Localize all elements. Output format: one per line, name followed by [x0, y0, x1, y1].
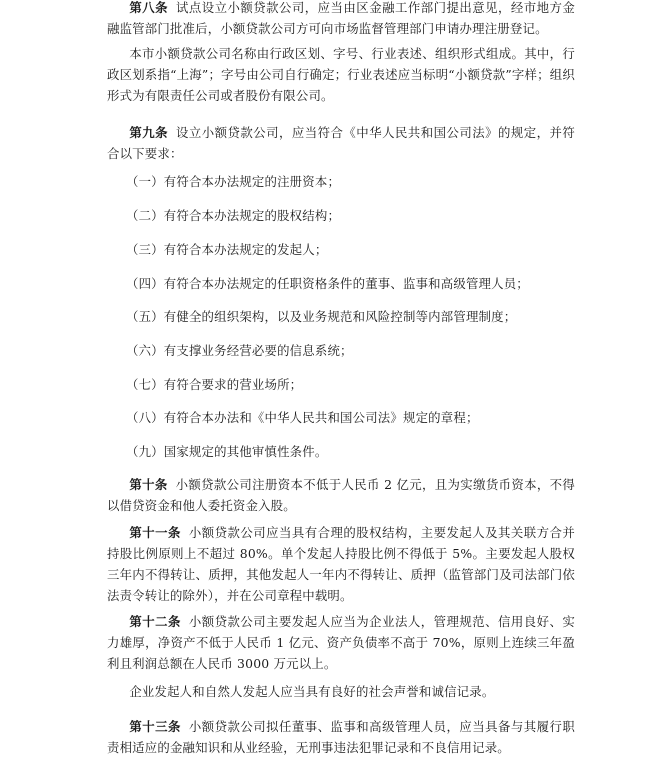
article-9-text: 设立小额贷款公司，应当符合《中华人民共和国公司法》的规定，并符合以下要求： — [107, 125, 575, 161]
article-12-paragraph-2: 企业发起人和自然人发起人应当具有良好的社会声誉和诚信记录。 — [129, 684, 495, 699]
article-9-item-4: （四）有符合本办法规定的任职资格条件的董事、监事和高级管理人员； — [126, 276, 529, 291]
article-10 — [107, 474, 575, 516]
article-10-label: 第十条 — [129, 477, 168, 492]
article-9-item-3: （三）有符合本办法规定的发起人； — [126, 242, 328, 257]
article-9-label: 第九条 — [129, 125, 168, 140]
article-8-paragraph-2: 本市小额贷款公司名称由行政区划、字号、行业表述、组织形式组成。其中，行政区划系指“上海”；字号由公司自行确定；行业表述应当标明“小额贷款”字样；组织形式为有限责任公司或者股份有限公司。 — [107, 46, 575, 103]
article-13 — [107, 716, 575, 758]
article-9-item-2: （二）有符合本办法规定的股权结构； — [126, 208, 341, 223]
article-13-label: 第十三条 — [129, 719, 181, 734]
article-8-text: 试点设立小额贷款公司，应当由区金融工作部门提出意见，经市地方金融监管部门批准后，小额贷款公司方可向市场监督管理部门申请办理注册登记。 — [107, 0, 575, 36]
article-12-text: 小额贷款公司主要发起人应当为企业法人，管理规范、信用良好、实力雄厚，净资产不低于人民币 1 亿元、资产负债率不高于 70%，原则上连续三年盈利且利润总额在人民币 3000 万元以上。 — [107, 614, 575, 671]
article-11-text: 小额贷款公司应当具有合理的股权结构，主要发起人及其关联方合并持股比例原则上不超过 80%。单个发起人持股比例不得低于 5%。主要发起人股权三年内不得转让、质押，其他发起人一年内不得转让、质押（监管部门及司法部门依法责令转让的除外），并在公司章程中载明。 — [107, 525, 575, 603]
article-10-text: 小额贷款公司注册资本不低于人民币 2 亿元，且为实缴货币资本，不得以借贷资金和他人委托资金入股。 — [107, 477, 575, 513]
article-9-item-8: （八）有符合本办法和《中华人民共和国公司法》规定的章程； — [126, 410, 479, 425]
article-9-item-5: （五）有健全的组织架构，以及业务规范和风险控制等内部管理制度； — [126, 309, 517, 324]
article-9 — [107, 122, 575, 164]
article-11-label: 第十一条 — [129, 525, 181, 540]
article-12 — [107, 611, 575, 674]
article-9-item-7: （七）有符合要求的营业场所； — [126, 377, 303, 392]
article-8 — [107, 0, 575, 39]
article-9-item-6: （六）有支撑业务经营必要的信息系统； — [126, 343, 353, 358]
article-11 — [107, 522, 575, 606]
article-12-label: 第十二条 — [129, 614, 181, 629]
article-9-item-9: （九）国家规定的其他审慎性条件。 — [126, 444, 328, 459]
article-8-label: 第八条 — [129, 0, 168, 15]
article-13-text: 小额贷款公司拟任董事、监事和高级管理人员，应当具备与其履行职责相适应的金融知识和从业经验，无刑事违法犯罪记录和不良信用记录。 — [107, 719, 575, 755]
article-9-item-1: （一）有符合本办法规定的注册资本； — [126, 174, 341, 189]
